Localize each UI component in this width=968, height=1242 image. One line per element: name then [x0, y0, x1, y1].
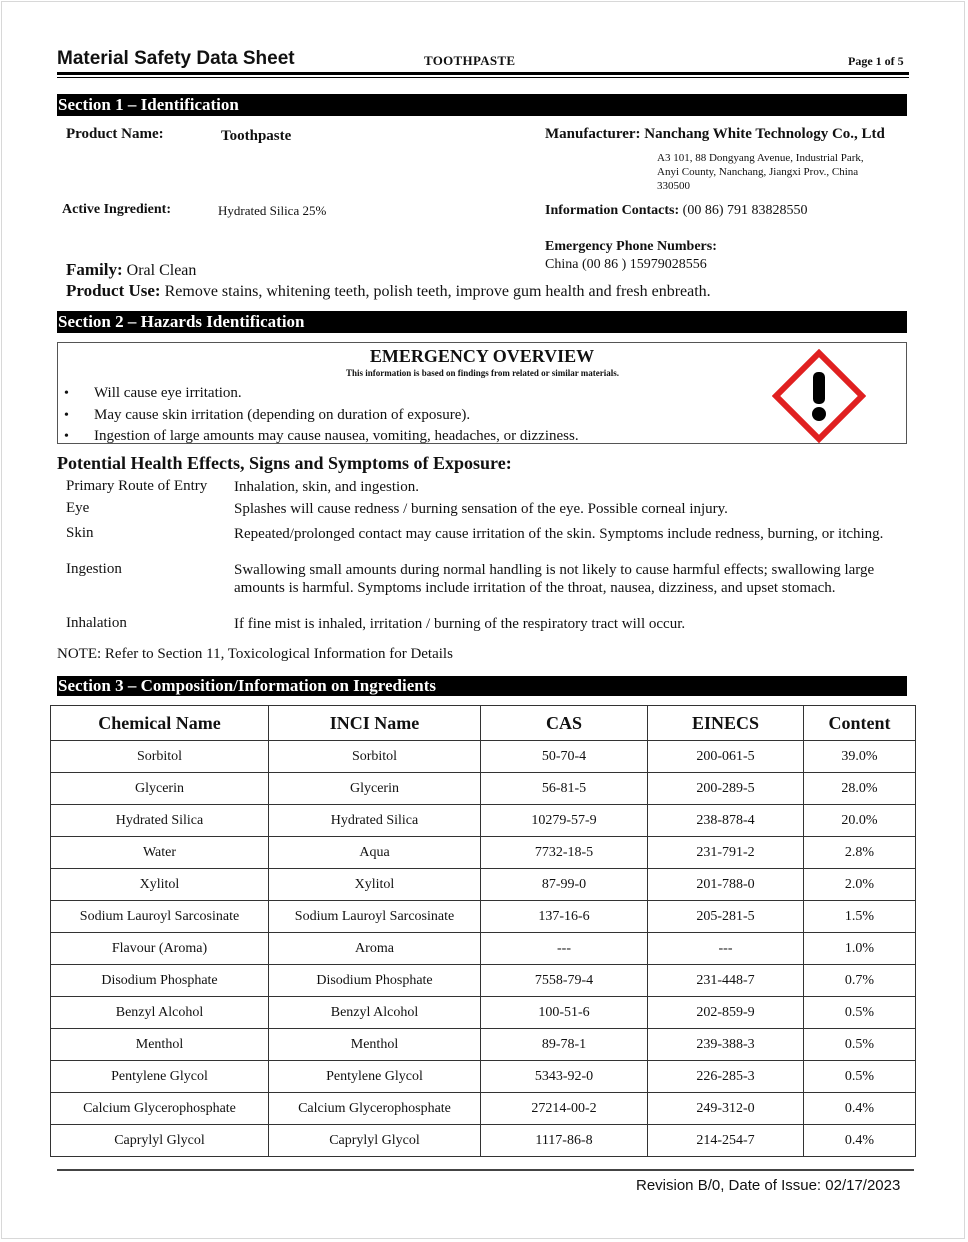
table-cell: 5343-92-0 [481, 1061, 648, 1093]
effect-label: Ingestion [66, 561, 122, 577]
table-row [51, 773, 916, 805]
table-cell: 2.0% [804, 869, 916, 901]
table-row [51, 1093, 916, 1125]
section1-heading: Section 1 – Identification [57, 94, 907, 116]
table-cell: 1117-86-8 [481, 1125, 648, 1157]
effect-text: If fine mist is inhaled, irritation / burning of the respiratory tract will occur. [234, 616, 686, 632]
effect-label: Primary Route of Entry [66, 478, 208, 494]
column-header: INCI Name [269, 706, 481, 741]
manufacturer-label: Manufacturer: [545, 126, 641, 142]
table-cell: Glycerin [269, 773, 481, 805]
table-cell: Calcium Glycerophosphate [269, 1093, 481, 1125]
table-cell: 10279-57-9 [481, 805, 648, 837]
information-contacts [545, 203, 807, 219]
table-cell: 200-289-5 [648, 773, 804, 805]
effect-text: Repeated/prolonged contact may cause irritation of the skin. Symptoms include redness, burning, or itching. [234, 526, 884, 542]
table-cell: Menthol [269, 1029, 481, 1061]
table-row [51, 1061, 916, 1093]
table-cell: 7558-79-4 [481, 965, 648, 997]
effect-text: Inhalation, skin, and ingestion. [234, 479, 419, 495]
table-cell: 201-788-0 [648, 869, 804, 901]
info-contacts-value: (00 86) 791 83828550 [682, 203, 808, 218]
table-cell: Caprylyl Glycol [269, 1125, 481, 1157]
table-cell: 7732-18-5 [481, 837, 648, 869]
table-row [51, 869, 916, 901]
table-cell: Disodium Phosphate [51, 965, 269, 997]
table-cell: 27214-00-2 [481, 1093, 648, 1125]
table-cell: 249-312-0 [648, 1093, 804, 1125]
family-value: Oral Clean [126, 262, 197, 279]
product-use-label: Product Use: [66, 281, 161, 300]
emergency-phone-value: China (00 86 ) 15979028556 [545, 257, 707, 272]
table-cell: 89-78-1 [481, 1029, 648, 1061]
column-header: Chemical Name [51, 706, 269, 741]
effect-label: Skin [66, 525, 94, 541]
table-cell: 205-281-5 [648, 901, 804, 933]
emergency-overview-subtitle: This information is based on findings from related or similar materials. [345, 368, 620, 378]
emergency-overview-title: EMERGENCY OVERVIEW [369, 346, 595, 366]
table-cell: Hydrated Silica [269, 805, 481, 837]
table-row [51, 741, 916, 773]
manufacturer-value: Nanchang White Technology Co., Ltd [644, 126, 885, 142]
table-header-row [51, 706, 916, 741]
revision-info: Revision B/0, Date of Issue: 02/17/2023 [636, 1177, 901, 1194]
table-cell: 238-878-4 [648, 805, 804, 837]
table-cell: Sorbitol [51, 741, 269, 773]
table-cell: 1.0% [804, 933, 916, 965]
table-cell: 0.5% [804, 1029, 916, 1061]
effect-text: Splashes will cause redness / burning sensation of the eye. Possible corneal injury. [234, 501, 728, 517]
table-cell: Menthol [51, 1029, 269, 1061]
effect-text: Swallowing small amounts during normal handling is not likely to cause harmful effects; swallowing large amounts is harmful. Symptoms include irritation of the throat, nausea, dizziness, and upset stomach. [234, 562, 875, 596]
active-ingredient-label: Active Ingredient: [62, 202, 171, 217]
table-cell: 239-388-3 [648, 1029, 804, 1061]
product-use [66, 281, 711, 301]
table-cell: Benzyl Alcohol [269, 997, 481, 1029]
table-cell: Glycerin [51, 773, 269, 805]
table-cell: 56-81-5 [481, 773, 648, 805]
active-ingredient-value: Hydrated Silica 25% [218, 203, 327, 218]
table-cell: 0.7% [804, 965, 916, 997]
table-cell: Hydrated Silica [51, 805, 269, 837]
product-name-value: Toothpaste [221, 128, 292, 144]
table-cell: 231-448-7 [648, 965, 804, 997]
table-cell: Pentylene Glycol [269, 1061, 481, 1093]
table-cell: --- [481, 933, 648, 965]
family-label: Family: [66, 260, 123, 279]
list-item: • May cause skin irritation (depending on duration of exposure). [64, 405, 579, 427]
table-cell: Flavour (Aroma) [51, 933, 269, 965]
table-cell: 100-51-6 [481, 997, 648, 1029]
ingredients-table [50, 705, 916, 1157]
table-cell: 1.5% [804, 901, 916, 933]
document-title: Material Safety Data Sheet [57, 48, 295, 69]
header-rule [57, 72, 909, 75]
table-row [51, 933, 916, 965]
table-row [51, 1029, 916, 1061]
table-cell: Aroma [269, 933, 481, 965]
table-cell: 137-16-6 [481, 901, 648, 933]
toxicology-note: NOTE: Refer to Section 11, Toxicological Information for Details [57, 646, 453, 662]
table-row [51, 837, 916, 869]
table-row [51, 901, 916, 933]
manufacturer-address [657, 151, 864, 193]
emergency-phone-label: Emergency Phone Numbers: [545, 239, 717, 254]
effect-label: Eye [66, 500, 90, 516]
address-line: Anyi County, Nanchang, Jiangxi Prov., China [657, 166, 859, 178]
table-row [51, 805, 916, 837]
product-name-label: Product Name: [66, 126, 164, 142]
table-cell: Disodium Phosphate [269, 965, 481, 997]
table-cell: 50-70-4 [481, 741, 648, 773]
header-rule-thin [57, 77, 909, 78]
table-cell: 2.8% [804, 837, 916, 869]
health-effects-title: Potential Health Effects, Signs and Symptoms of Exposure: [57, 453, 512, 473]
table-cell: 28.0% [804, 773, 916, 805]
exclamation-diamond-icon [772, 349, 866, 443]
table-cell: 20.0% [804, 805, 916, 837]
ingredients-body [51, 741, 916, 1157]
manufacturer [545, 126, 885, 143]
table-cell: Pentylene Glycol [51, 1061, 269, 1093]
table-cell: Sorbitol [269, 741, 481, 773]
table-cell: Xylitol [51, 869, 269, 901]
document-product: TOOTHPASTE [424, 53, 516, 68]
table-cell: --- [648, 933, 804, 965]
table-row [51, 1125, 916, 1157]
column-header: Content [804, 706, 916, 741]
table-cell: 226-285-3 [648, 1061, 804, 1093]
table-cell: Xylitol [269, 869, 481, 901]
table-cell: 39.0% [804, 741, 916, 773]
column-header: EINECS [648, 706, 804, 741]
table-cell: 0.5% [804, 997, 916, 1029]
family [66, 260, 196, 280]
footer-rule [57, 1169, 914, 1171]
table-cell: 0.4% [804, 1125, 916, 1157]
table-row [51, 965, 916, 997]
effect-label: Inhalation [66, 615, 127, 631]
table-cell: 0.4% [804, 1093, 916, 1125]
table-cell: Aqua [269, 837, 481, 869]
table-cell: Benzyl Alcohol [51, 997, 269, 1029]
section2-heading: Section 2 – Hazards Identification [57, 311, 907, 333]
table-cell: Sodium Lauroyl Sarcosinate [269, 901, 481, 933]
table-cell: 202-859-9 [648, 997, 804, 1029]
product-use-value: Remove stains, whitening teeth, polish teeth, improve gum health and fresh enbreath. [164, 283, 711, 300]
table-cell: 231-791-2 [648, 837, 804, 869]
address-line: A3 101, 88 Dongyang Avenue, Industrial Park, [657, 152, 864, 164]
column-header: CAS [481, 706, 648, 741]
table-cell: 200-061-5 [648, 741, 804, 773]
section3-heading: Section 3 – Composition/Information on Ingredients [57, 676, 907, 696]
list-item: • Will cause eye irritation. [64, 383, 579, 405]
table-cell: 87-99-0 [481, 869, 648, 901]
table-cell: Caprylyl Glycol [51, 1125, 269, 1157]
list-item: • Ingestion of large amounts may cause nausea, vomiting, headaches, or dizziness. [64, 426, 579, 448]
table-cell: 0.5% [804, 1061, 916, 1093]
hazard-bullet-list [64, 383, 579, 448]
page-number: Page 1 of 5 [848, 54, 904, 68]
table-row [51, 997, 916, 1029]
table-cell: Sodium Lauroyl Sarcosinate [51, 901, 269, 933]
address-line: 330500 [657, 180, 690, 192]
table-cell: 214-254-7 [648, 1125, 804, 1157]
table-cell: Calcium Glycerophosphate [51, 1093, 269, 1125]
info-contacts-label: Information Contacts: [545, 203, 680, 218]
table-cell: Water [51, 837, 269, 869]
